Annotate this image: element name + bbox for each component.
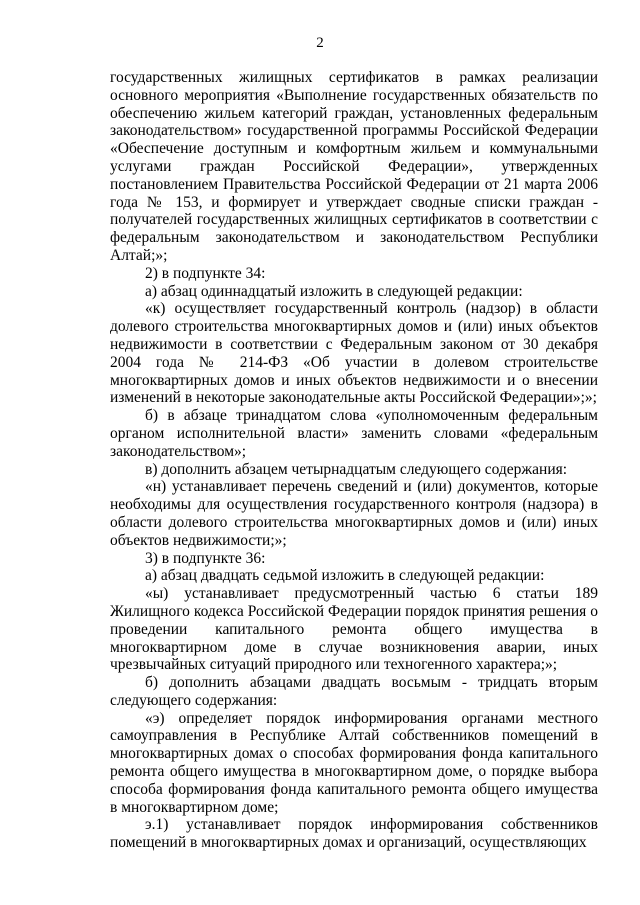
paragraph-quote-e: «э) определяет порядок информирования органами местного самоуправления в Республике Алтай собственников помещений в многоквартирных домах о способах формирования фонда капитального ремонта общего имущества в многоквартирном доме, о порядке выбора способа формирования фонда капитального ремонта общего имущества в многоквартирном доме;: [110, 709, 598, 816]
paragraph-quote-k: «к) осуществляет государственный контроль (надзор) в области долевого строительства многоквартирных домов и (или) иных объектов недвижимости в соответствии с Федеральным законом от 30 декабря 2004 года № 214-ФЗ «Об участии в долевом строительстве многоквартирных домов и иных объектов недвижимости и о внесении изменений в некоторые законодательные акты Российской Федерации»;»;: [110, 300, 598, 407]
page-number: 2: [316, 35, 324, 51]
paragraph-item-v: в) дополнить абзацем четырнадцатым следующего содержания:: [145, 460, 568, 478]
paragraph-item-a: а) абзац одиннадцатый изложить в следующей редакции:: [145, 282, 523, 300]
paragraph-item-a-36: а) абзац двадцать седьмой изложить в следующей редакции:: [145, 567, 545, 585]
paragraph-continuation: государственных жилищных сертификатов в рамках реализации основного мероприятия «Выполнение государственных обязательств по обеспечению жильем категорий граждан, установленных федеральным законодательством» государственной программы Российской Федерации «Обеспечение доступным и комфортным жильем и коммунальными услугами граждан Российской Федерации», утвержденных постановлением Правительства Российской Федерации от 21 марта 2006 года № 153, и формирует и утверждает сводные списки граждан - получателей государственных жилищных сертификатов в соответствии с федеральным законодательством и законодательством Республики Алтай;»;: [110, 69, 598, 264]
paragraph-subpoint-34: 2) в подпункте 34:: [145, 264, 266, 282]
paragraph-item-b: б) в абзаце тринадцатом слова «уполномоченным федеральным органом исполнительной власти» заменить словами «федеральным законодательством»;: [110, 407, 598, 460]
paragraph-item-b-36: б) дополнить абзацами двадцать восьмым - тридцать вторым следующего содержания:: [110, 674, 598, 709]
paragraph-quote-n: «н) устанавливает перечень сведений и (или) документов, которые необходимы для осуществления государственного контроля (надзора) в области долевого строительства многоквартирных домов и (или) иных объектов недвижимости;»;: [110, 478, 598, 549]
document-body: [110, 69, 598, 852]
paragraph-subpoint-36: 3) в подпункте 36:: [145, 549, 266, 567]
paragraph-quote-e1: э.1) устанавливает порядок информирования собственников помещений в многоквартирных домах и организаций, осуществляющих: [110, 816, 598, 852]
paragraph-quote-y: «ы) устанавливает предусмотренный частью 6 статьи 189 Жилищного кодекса Российской Федерации порядок принятия решения о проведении капитального ремонта общего имущества в многоквартирном доме в случае возникновения аварии, иных чрезвычайных ситуаций природного или техногенного характера;»;: [110, 585, 598, 674]
